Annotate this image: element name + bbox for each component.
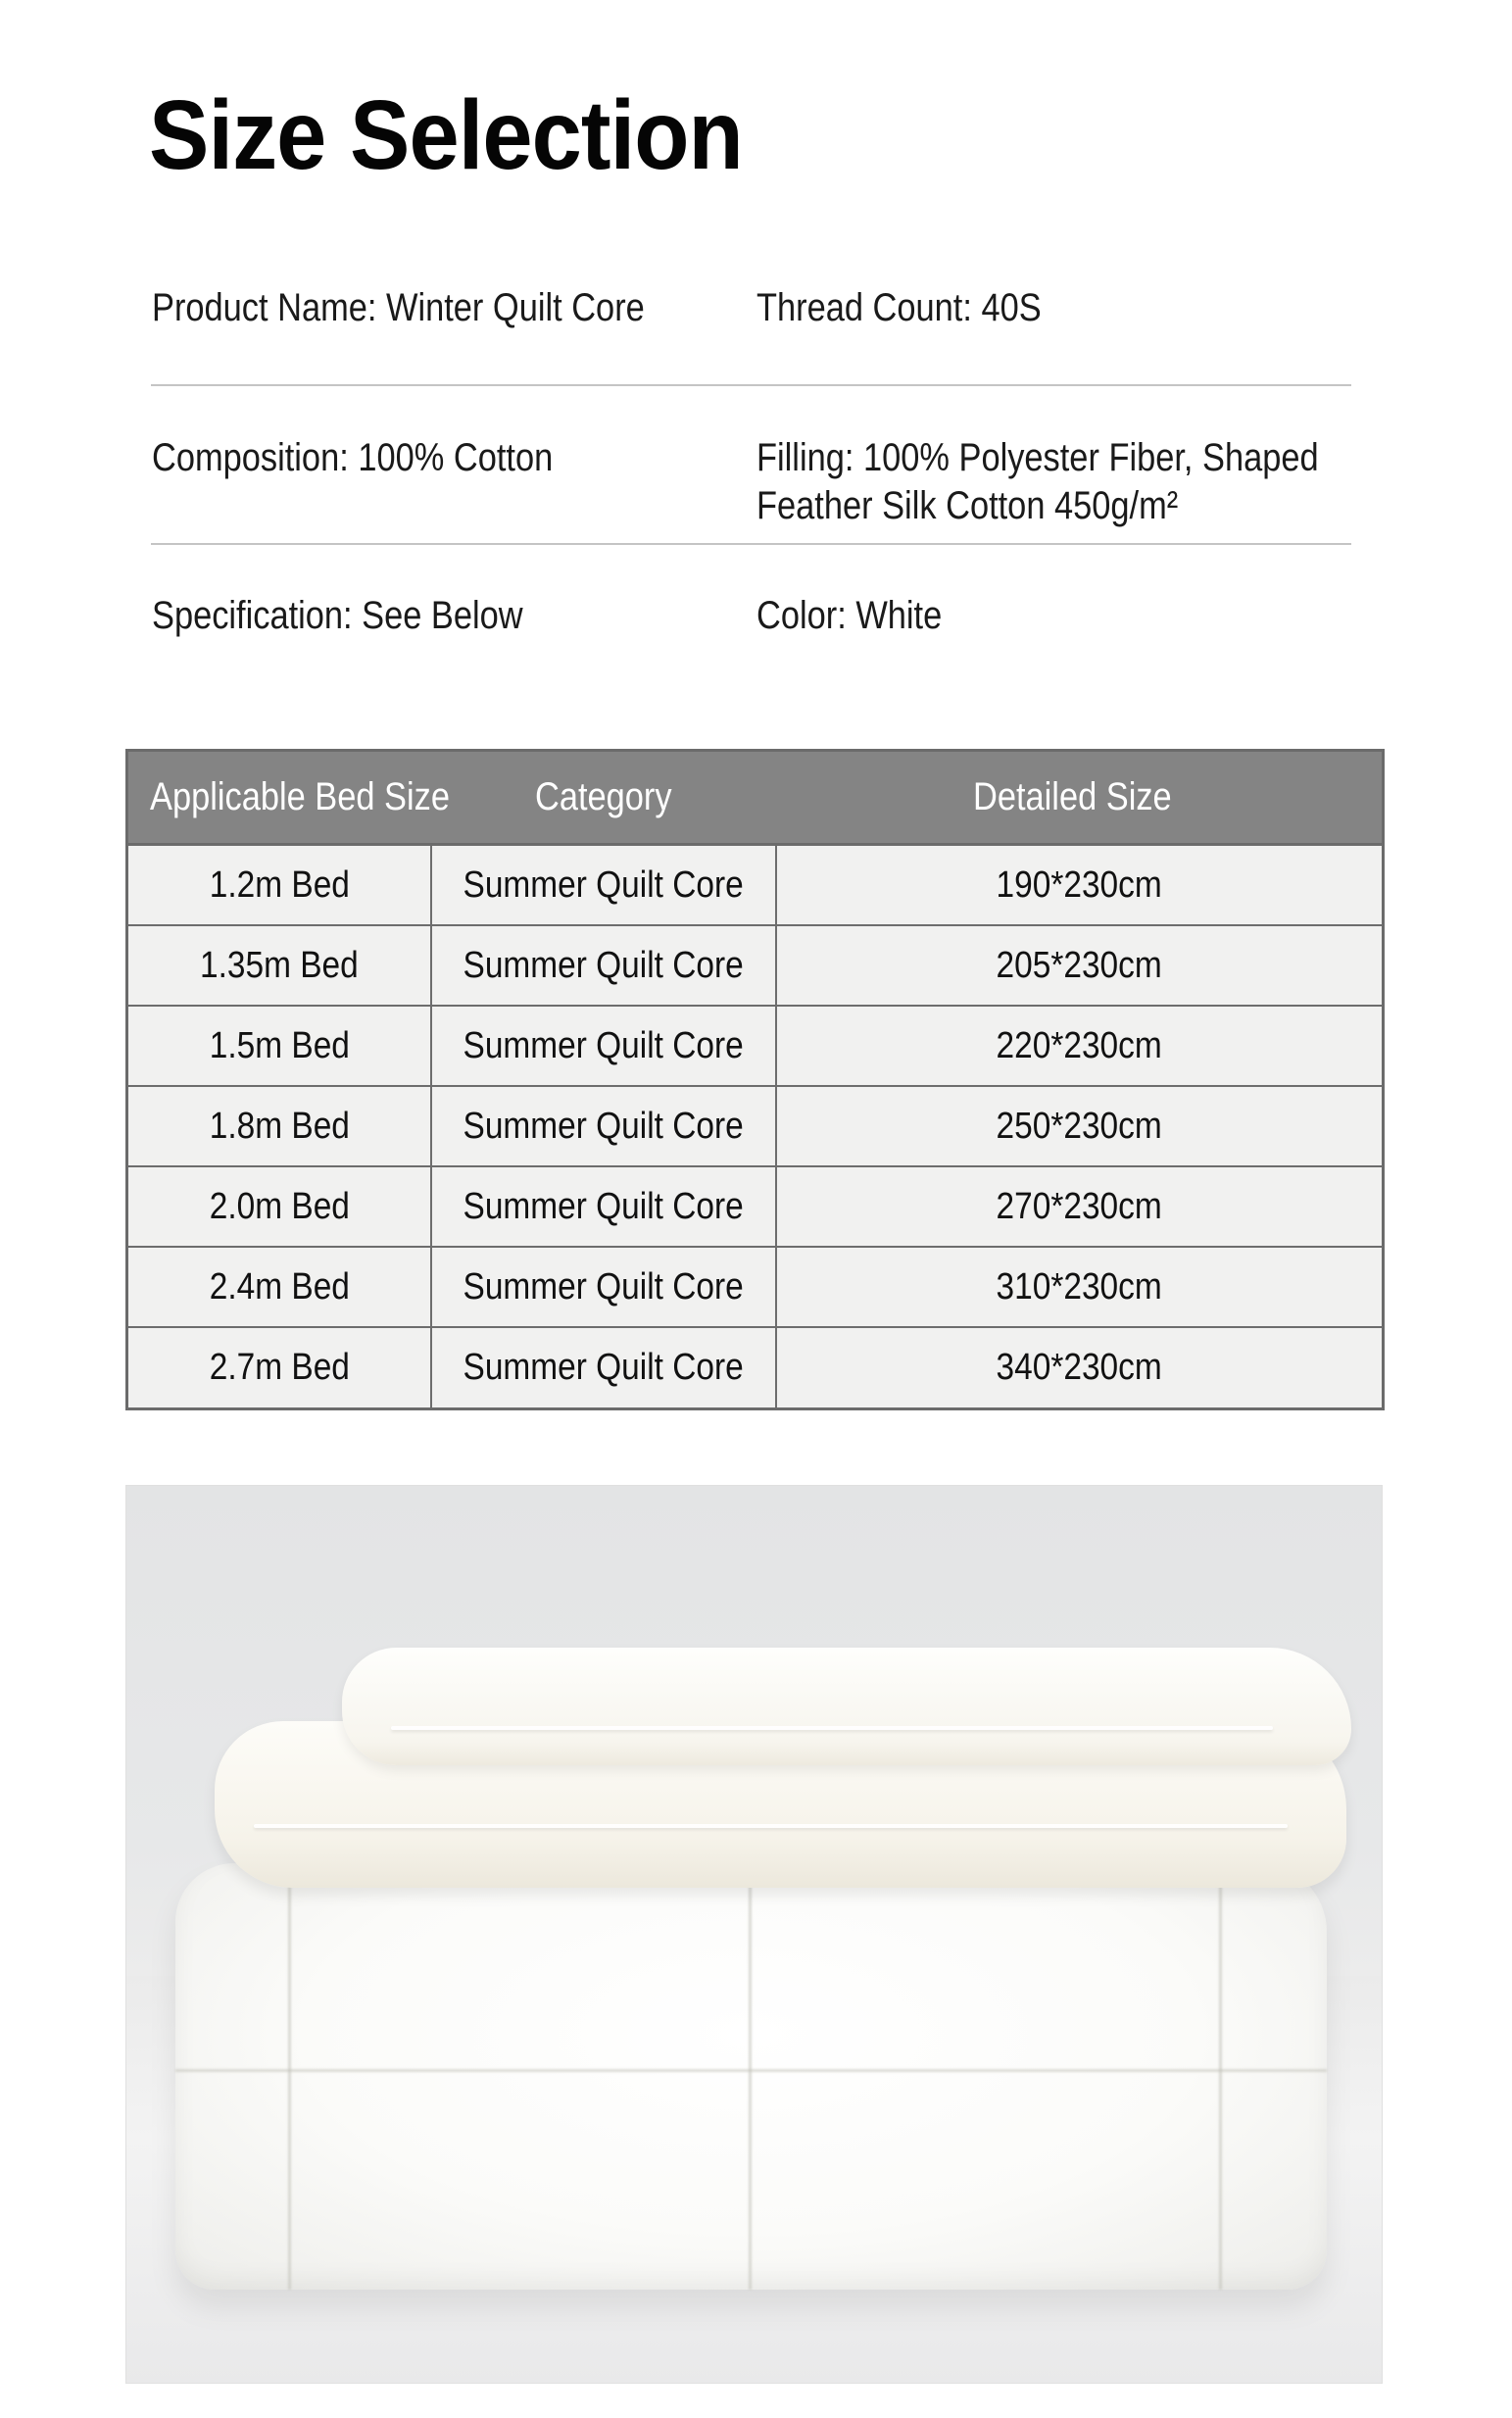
quilt-folded-base bbox=[175, 1863, 1327, 2290]
cell-detailed-size: 205*230cm bbox=[996, 944, 1163, 986]
spec-divider bbox=[151, 543, 1351, 545]
cell-bed-size: 2.4m Bed bbox=[128, 1248, 432, 1326]
cell-category: Summer Quilt Core bbox=[432, 1248, 777, 1326]
spec-filling-line2: Feather Silk Cotton 450g/m² bbox=[756, 484, 1179, 527]
cell-detailed-size: 340*230cm bbox=[996, 1347, 1163, 1388]
cell-bed-size: 1.35m Bed bbox=[128, 926, 432, 1005]
table-row bbox=[128, 1248, 1382, 1328]
cell-category: Summer Quilt Core bbox=[432, 846, 777, 924]
spec-divider bbox=[151, 384, 1351, 386]
spec-product-name: Product Name: Winter Quilt Core bbox=[152, 286, 645, 329]
cell-bed-size: 1.2m Bed bbox=[128, 846, 432, 924]
cell-detailed-size: 190*230cm bbox=[996, 864, 1163, 906]
cell-detailed-size: 270*230cm bbox=[996, 1185, 1163, 1227]
spec-thread-count: Thread Count: 40S bbox=[756, 286, 1042, 329]
spec-color: Color: White bbox=[756, 594, 943, 637]
table-row bbox=[128, 1007, 1382, 1087]
cell-category: Summer Quilt Core bbox=[432, 1007, 777, 1085]
page-title: Size Selection bbox=[149, 80, 743, 190]
spec-composition: Composition: 100% Cotton bbox=[152, 436, 554, 479]
table-row bbox=[128, 1087, 1382, 1167]
table-row bbox=[128, 846, 1382, 926]
header-detailed-size: Detailed Size bbox=[973, 775, 1172, 818]
spec-specification: Specification: See Below bbox=[152, 594, 523, 637]
header-category: Category bbox=[535, 775, 672, 818]
table-row bbox=[128, 926, 1382, 1007]
header-bed-size: Applicable Bed Size bbox=[150, 775, 450, 818]
cell-category: Summer Quilt Core bbox=[432, 926, 777, 1005]
table-row bbox=[128, 1328, 1382, 1407]
quilt-product-photo bbox=[125, 1485, 1383, 2384]
table-header bbox=[128, 752, 1382, 846]
size-table bbox=[125, 749, 1385, 1410]
cell-detailed-size: 220*230cm bbox=[996, 1024, 1163, 1066]
cell-category: Summer Quilt Core bbox=[432, 1167, 777, 1246]
cell-bed-size: 2.7m Bed bbox=[128, 1328, 432, 1407]
cell-category: Summer Quilt Core bbox=[432, 1328, 777, 1407]
cell-detailed-size: 250*230cm bbox=[996, 1105, 1163, 1147]
quilt-fold-top bbox=[342, 1648, 1351, 1765]
cell-bed-size: 1.8m Bed bbox=[128, 1087, 432, 1165]
cell-detailed-size: 310*230cm bbox=[996, 1265, 1163, 1308]
cell-category: Summer Quilt Core bbox=[432, 1087, 777, 1165]
table-body bbox=[128, 846, 1382, 1407]
cell-bed-size: 2.0m Bed bbox=[128, 1167, 432, 1246]
table-row bbox=[128, 1167, 1382, 1248]
spec-filling-line1: Filling: 100% Polyester Fiber, Shaped bbox=[756, 436, 1319, 479]
cell-bed-size: 1.5m Bed bbox=[128, 1007, 432, 1085]
